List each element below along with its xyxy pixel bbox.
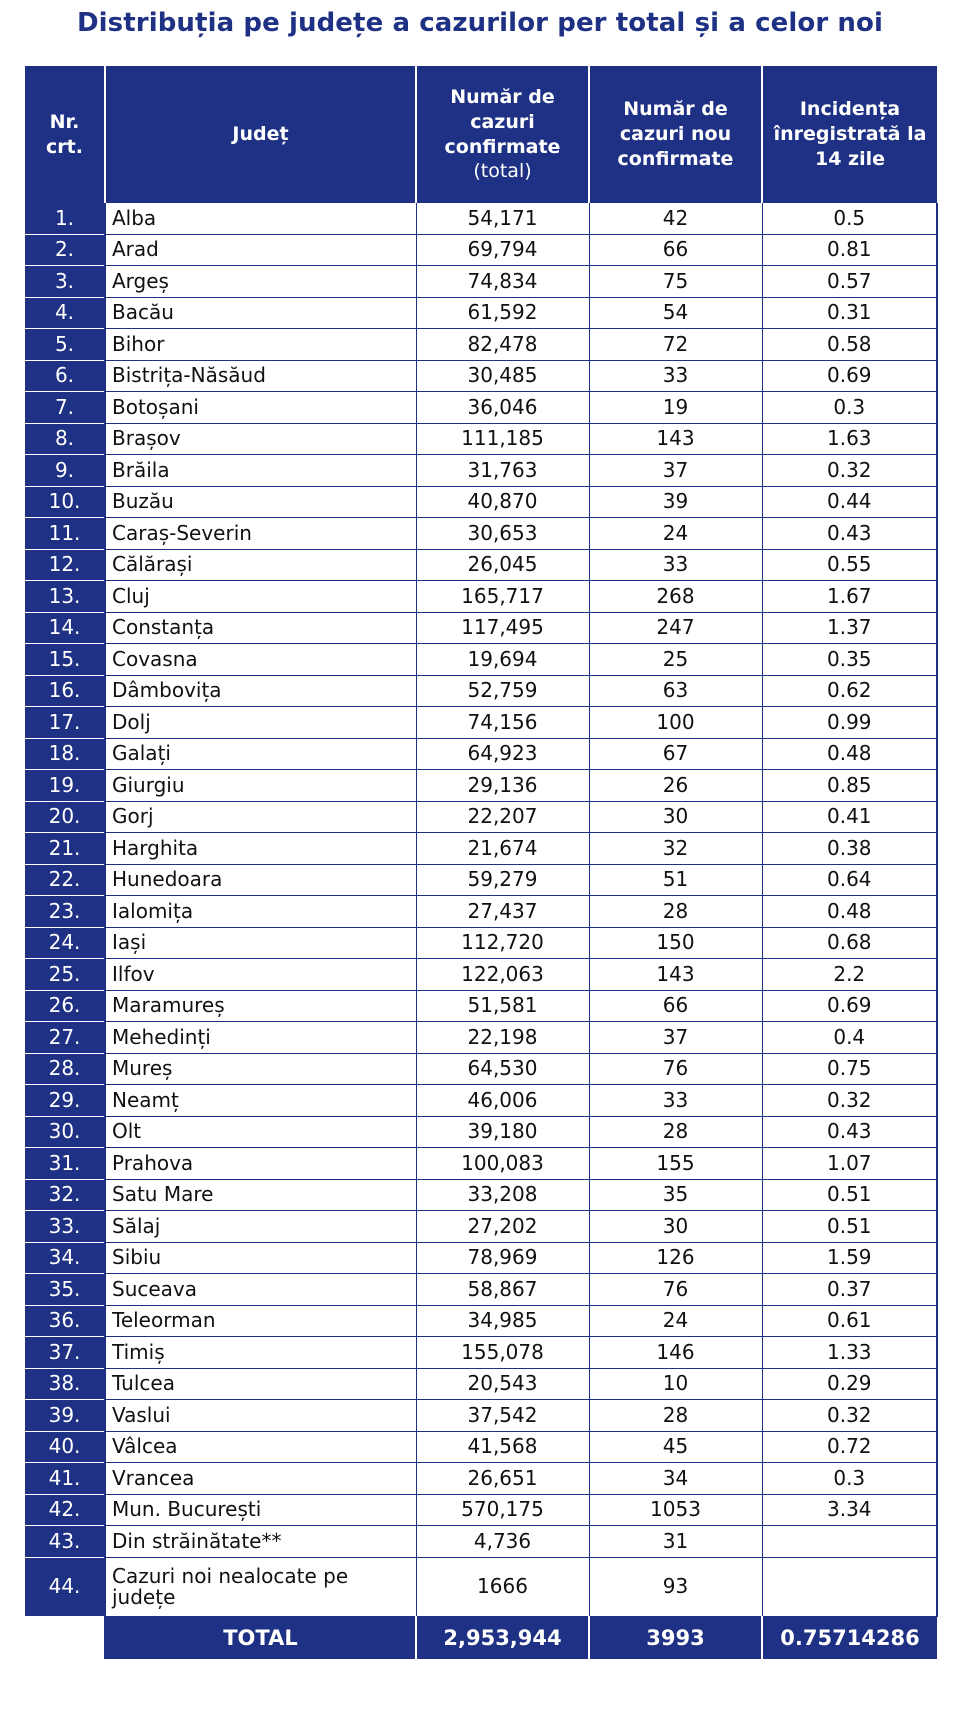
new-cases: 30 — [589, 1211, 762, 1243]
new-cases: 76 — [589, 1274, 762, 1306]
table-row — [25, 1242, 937, 1274]
table-row — [25, 266, 937, 298]
incidence-14d: 0.64 — [762, 864, 937, 896]
county-name: Dâmbovița — [105, 675, 416, 707]
table-row — [25, 833, 937, 865]
new-cases: 51 — [589, 864, 762, 896]
incidence-14d: 0.3 — [762, 392, 937, 424]
header-nr: Nr. crt. — [25, 66, 105, 203]
incidence-14d: 0.57 — [762, 266, 937, 298]
new-cases: 37 — [589, 1022, 762, 1054]
table-row — [25, 1431, 937, 1463]
incidence-14d: 1.63 — [762, 423, 937, 455]
total-label: TOTAL — [105, 1616, 416, 1659]
incidence-14d: 0.31 — [762, 297, 937, 329]
total-cases: 39,180 — [416, 1116, 589, 1148]
incidence-14d: 1.67 — [762, 581, 937, 613]
new-cases: 10 — [589, 1368, 762, 1400]
new-cases: 30 — [589, 801, 762, 833]
table-row — [25, 644, 937, 676]
new-cases: 100 — [589, 707, 762, 739]
county-name: Mehedinți — [105, 1022, 416, 1054]
county-name: Constanța — [105, 612, 416, 644]
county-name: Argeș — [105, 266, 416, 298]
new-cases: 150 — [589, 927, 762, 959]
county-name: Dolj — [105, 707, 416, 739]
table-row — [25, 1274, 937, 1306]
row-number: 28. — [25, 1053, 105, 1085]
table-row — [25, 1463, 937, 1495]
incidence-14d: 0.51 — [762, 1179, 937, 1211]
incidence-14d: 0.32 — [762, 455, 937, 487]
new-cases: 76 — [589, 1053, 762, 1085]
row-number: 36. — [25, 1305, 105, 1337]
row-number: 6. — [25, 360, 105, 392]
row-number: 32. — [25, 1179, 105, 1211]
row-number: 12. — [25, 549, 105, 581]
row-number: 35. — [25, 1274, 105, 1306]
table-row — [25, 455, 937, 487]
incidence-14d — [762, 1526, 937, 1558]
row-number: 22. — [25, 864, 105, 896]
total-cases: 117,495 — [416, 612, 589, 644]
county-name: Galați — [105, 738, 416, 770]
county-name: Ialomița — [105, 896, 416, 928]
row-number: 30. — [25, 1116, 105, 1148]
table-row — [25, 297, 937, 329]
table-row — [25, 203, 937, 234]
incidence-14d: 0.48 — [762, 738, 937, 770]
county-name: Brașov — [105, 423, 416, 455]
row-number: 23. — [25, 896, 105, 928]
row-number: 17. — [25, 707, 105, 739]
row-number: 19. — [25, 770, 105, 802]
incidence-14d: 0.43 — [762, 518, 937, 550]
table-row — [25, 1053, 937, 1085]
total-cases: 64,923 — [416, 738, 589, 770]
table-row — [25, 770, 937, 802]
row-number: 40. — [25, 1431, 105, 1463]
county-name: Iași — [105, 927, 416, 959]
incidence-14d: 0.37 — [762, 1274, 937, 1306]
incidence-14d: 0.58 — [762, 329, 937, 361]
row-number: 8. — [25, 423, 105, 455]
county-name: Hunedoara — [105, 864, 416, 896]
page-title: Distribuția pe județe a cazurilor per total și a celor noi — [76, 8, 883, 38]
row-number: 39. — [25, 1400, 105, 1432]
row-number: 26. — [25, 990, 105, 1022]
county-name: Prahova — [105, 1148, 416, 1180]
total-cases: 33,208 — [416, 1179, 589, 1211]
table-row — [25, 1022, 937, 1054]
row-number: 15. — [25, 644, 105, 676]
table-row — [25, 1557, 937, 1616]
row-number: 37. — [25, 1337, 105, 1369]
new-cases: 28 — [589, 896, 762, 928]
county-name: Alba — [105, 203, 416, 234]
incidence-14d — [762, 1557, 937, 1616]
total-cases: 31,763 — [416, 455, 589, 487]
county-name: Teleorman — [105, 1305, 416, 1337]
new-cases: 26 — [589, 770, 762, 802]
table-row — [25, 612, 937, 644]
county-name: Botoșani — [105, 392, 416, 424]
table-row — [25, 1305, 937, 1337]
county-name: Caraș-Severin — [105, 518, 416, 550]
total-cases: 1666 — [416, 1557, 589, 1616]
incidence-14d: 0.72 — [762, 1431, 937, 1463]
table-row — [25, 1400, 937, 1432]
incidence-14d: 0.38 — [762, 833, 937, 865]
table-row — [25, 423, 937, 455]
total-cases: 54,171 — [416, 203, 589, 234]
total-cases: 22,198 — [416, 1022, 589, 1054]
table-row — [25, 1116, 937, 1148]
total-cases: 26,045 — [416, 549, 589, 581]
county-name: Mun. București — [105, 1494, 416, 1526]
incidence-14d: 1.33 — [762, 1337, 937, 1369]
county-name: Ilfov — [105, 959, 416, 991]
row-number: 29. — [25, 1085, 105, 1117]
county-name: Covasna — [105, 644, 416, 676]
new-cases: 42 — [589, 203, 762, 234]
header-incidence: Incidența înregistrată la 14 zile — [762, 66, 937, 203]
table-row — [25, 234, 937, 266]
incidence-14d: 0.41 — [762, 801, 937, 833]
row-number: 4. — [25, 297, 105, 329]
table-row — [25, 1179, 937, 1211]
row-number: 31. — [25, 1148, 105, 1180]
total-cases: 19,694 — [416, 644, 589, 676]
county-name: Bistrița-Năsăud — [105, 360, 416, 392]
new-cases: 1053 — [589, 1494, 762, 1526]
county-name: Din străinătate** — [105, 1526, 416, 1558]
total-cases: 69,794 — [416, 234, 589, 266]
new-cases: 32 — [589, 833, 762, 865]
new-cases: 33 — [589, 549, 762, 581]
table-row — [25, 329, 937, 361]
new-cases: 66 — [589, 234, 762, 266]
incidence-14d: 1.07 — [762, 1148, 937, 1180]
county-name: Tulcea — [105, 1368, 416, 1400]
table-row — [25, 896, 937, 928]
row-number: 3. — [25, 266, 105, 298]
total-cases: 74,156 — [416, 707, 589, 739]
total-cases: 27,437 — [416, 896, 589, 928]
table-row — [25, 959, 937, 991]
county-name: Satu Mare — [105, 1179, 416, 1211]
county-name: Gorj — [105, 801, 416, 833]
new-cases: 155 — [589, 1148, 762, 1180]
new-cases: 24 — [589, 1305, 762, 1337]
incidence-14d: 0.29 — [762, 1368, 937, 1400]
total-blank-cell — [25, 1616, 105, 1659]
new-cases: 63 — [589, 675, 762, 707]
new-cases: 143 — [589, 959, 762, 991]
total-cases: 34,985 — [416, 1305, 589, 1337]
row-number: 27. — [25, 1022, 105, 1054]
total-cases: 61,592 — [416, 297, 589, 329]
total-cases: 59,279 — [416, 864, 589, 896]
new-cases: 37 — [589, 455, 762, 487]
table-row — [25, 1526, 937, 1558]
table-row — [25, 738, 937, 770]
incidence-14d: 0.99 — [762, 707, 937, 739]
table-row — [25, 392, 937, 424]
new-cases: 67 — [589, 738, 762, 770]
table-row — [25, 549, 937, 581]
new-cases: 45 — [589, 1431, 762, 1463]
incidence-14d: 0.69 — [762, 360, 937, 392]
county-name: Maramureș — [105, 990, 416, 1022]
total-cases: 20,543 — [416, 1368, 589, 1400]
new-cases: 28 — [589, 1116, 762, 1148]
county-name: Brăila — [105, 455, 416, 487]
total-cases: 111,185 — [416, 423, 589, 455]
total-cases: 570,175 — [416, 1494, 589, 1526]
new-cases: 247 — [589, 612, 762, 644]
total-cases: 64,530 — [416, 1053, 589, 1085]
incidence-14d: 0.85 — [762, 770, 937, 802]
county-cases-table — [25, 66, 938, 1659]
table-row — [25, 990, 937, 1022]
table-row — [25, 927, 937, 959]
row-number: 11. — [25, 518, 105, 550]
county-name: Timiș — [105, 1337, 416, 1369]
total-cases: 27,202 — [416, 1211, 589, 1243]
table-row — [25, 486, 937, 518]
county-name: Bacău — [105, 297, 416, 329]
county-name: Suceava — [105, 1274, 416, 1306]
row-number: 13. — [25, 581, 105, 613]
total-cases-sum: 2,953,944 — [416, 1616, 589, 1659]
table-row — [25, 1211, 937, 1243]
table-row — [25, 518, 937, 550]
total-cases: 165,717 — [416, 581, 589, 613]
county-name: Arad — [105, 234, 416, 266]
new-cases: 268 — [589, 581, 762, 613]
row-number: 18. — [25, 738, 105, 770]
row-number: 9. — [25, 455, 105, 487]
total-cases: 51,581 — [416, 990, 589, 1022]
row-number: 41. — [25, 1463, 105, 1495]
new-cases: 66 — [589, 990, 762, 1022]
total-cases: 82,478 — [416, 329, 589, 361]
total-cases: 36,046 — [416, 392, 589, 424]
row-number: 1. — [25, 203, 105, 234]
new-cases: 31 — [589, 1526, 762, 1558]
table-row — [25, 1368, 937, 1400]
row-number: 20. — [25, 801, 105, 833]
incidence-14d: 0.4 — [762, 1022, 937, 1054]
new-cases: 126 — [589, 1242, 762, 1274]
new-cases: 72 — [589, 329, 762, 361]
incidence-14d: 0.32 — [762, 1085, 937, 1117]
table-row — [25, 581, 937, 613]
table-row — [25, 1337, 937, 1369]
new-cases: 146 — [589, 1337, 762, 1369]
county-name: Neamț — [105, 1085, 416, 1117]
new-cases: 39 — [589, 486, 762, 518]
county-name: Bihor — [105, 329, 416, 361]
incidence-14d: 0.55 — [762, 549, 937, 581]
incidence-14d: 1.59 — [762, 1242, 937, 1274]
total-cases: 74,834 — [416, 266, 589, 298]
new-cases: 25 — [589, 644, 762, 676]
row-number: 7. — [25, 392, 105, 424]
total-cases: 30,653 — [416, 518, 589, 550]
new-cases: 143 — [589, 423, 762, 455]
header-judet: Județ — [105, 66, 416, 203]
header-new-cases: Număr de cazuri nou confirmate — [589, 66, 762, 203]
row-number: 44. — [25, 1557, 105, 1616]
total-cases: 21,674 — [416, 833, 589, 865]
total-cases: 78,969 — [416, 1242, 589, 1274]
row-number: 24. — [25, 927, 105, 959]
table-row — [25, 360, 937, 392]
incidence-14d: 0.43 — [762, 1116, 937, 1148]
county-name: Vaslui — [105, 1400, 416, 1432]
incidence-14d: 1.37 — [762, 612, 937, 644]
row-number: 10. — [25, 486, 105, 518]
table-row — [25, 707, 937, 739]
total-cases: 30,485 — [416, 360, 589, 392]
county-name: Cluj — [105, 581, 416, 613]
table-row — [25, 1085, 937, 1117]
total-cases: 41,568 — [416, 1431, 589, 1463]
row-number: 2. — [25, 234, 105, 266]
new-cases: 35 — [589, 1179, 762, 1211]
new-cases: 54 — [589, 297, 762, 329]
header-total-sub: (total) — [473, 160, 532, 183]
county-name: Vrancea — [105, 1463, 416, 1495]
total-cases: 26,651 — [416, 1463, 589, 1495]
total-cases: 37,542 — [416, 1400, 589, 1432]
incidence-14d: 0.81 — [762, 234, 937, 266]
total-cases: 100,083 — [416, 1148, 589, 1180]
row-number: 16. — [25, 675, 105, 707]
county-name: Călărași — [105, 549, 416, 581]
incidence-14d: 2.2 — [762, 959, 937, 991]
total-cases: 112,720 — [416, 927, 589, 959]
row-number: 38. — [25, 1368, 105, 1400]
county-name: Giurgiu — [105, 770, 416, 802]
row-number: 14. — [25, 612, 105, 644]
new-cases: 33 — [589, 360, 762, 392]
incidence-14d: 0.32 — [762, 1400, 937, 1432]
table-row — [25, 675, 937, 707]
row-number: 34. — [25, 1242, 105, 1274]
header-total-cases: Număr de cazuri confirmate (total) — [416, 66, 589, 203]
county-name: Sibiu — [105, 1242, 416, 1274]
row-number: 33. — [25, 1211, 105, 1243]
table-row — [25, 801, 937, 833]
incidence-14d: 0.44 — [762, 486, 937, 518]
table-row — [25, 1494, 937, 1526]
total-cases: 40,870 — [416, 486, 589, 518]
county-name: Buzău — [105, 486, 416, 518]
total-cases: 4,736 — [416, 1526, 589, 1558]
new-cases: 24 — [589, 518, 762, 550]
total-cases: 22,207 — [416, 801, 589, 833]
total-cases: 122,063 — [416, 959, 589, 991]
county-name: Harghita — [105, 833, 416, 865]
incidence-14d: 3.34 — [762, 1494, 937, 1526]
incidence-14d: 0.35 — [762, 644, 937, 676]
county-name: Mureș — [105, 1053, 416, 1085]
new-cases: 28 — [589, 1400, 762, 1432]
new-cases: 19 — [589, 392, 762, 424]
incidence-14d: 0.61 — [762, 1305, 937, 1337]
incidence-14d: 0.62 — [762, 675, 937, 707]
total-cases: 46,006 — [416, 1085, 589, 1117]
incidence-14d: 0.3 — [762, 1463, 937, 1495]
row-number: 5. — [25, 329, 105, 361]
incidence-14d: 0.69 — [762, 990, 937, 1022]
county-name: Vâlcea — [105, 1431, 416, 1463]
incidence-14d: 0.51 — [762, 1211, 937, 1243]
row-number: 25. — [25, 959, 105, 991]
total-cases: 155,078 — [416, 1337, 589, 1369]
new-cases: 34 — [589, 1463, 762, 1495]
county-name: Sălaj — [105, 1211, 416, 1243]
incidence-14d: 0.75 — [762, 1053, 937, 1085]
total-incidence: 0.75714286 — [762, 1616, 937, 1659]
header-row — [25, 66, 937, 203]
incidence-14d: 0.68 — [762, 927, 937, 959]
county-name: Cazuri noi nealocate pe județe — [105, 1557, 416, 1616]
incidence-14d: 0.48 — [762, 896, 937, 928]
total-cases: 52,759 — [416, 675, 589, 707]
table-row — [25, 1148, 937, 1180]
table-row — [25, 864, 937, 896]
incidence-14d: 0.5 — [762, 203, 937, 234]
new-cases: 93 — [589, 1557, 762, 1616]
county-name: Olt — [105, 1116, 416, 1148]
total-cases: 58,867 — [416, 1274, 589, 1306]
total-row — [25, 1616, 937, 1659]
new-cases: 33 — [589, 1085, 762, 1117]
total-cases: 29,136 — [416, 770, 589, 802]
new-cases: 75 — [589, 266, 762, 298]
row-number: 21. — [25, 833, 105, 865]
row-number: 43. — [25, 1526, 105, 1558]
total-new-sum: 3993 — [589, 1616, 762, 1659]
row-number: 42. — [25, 1494, 105, 1526]
